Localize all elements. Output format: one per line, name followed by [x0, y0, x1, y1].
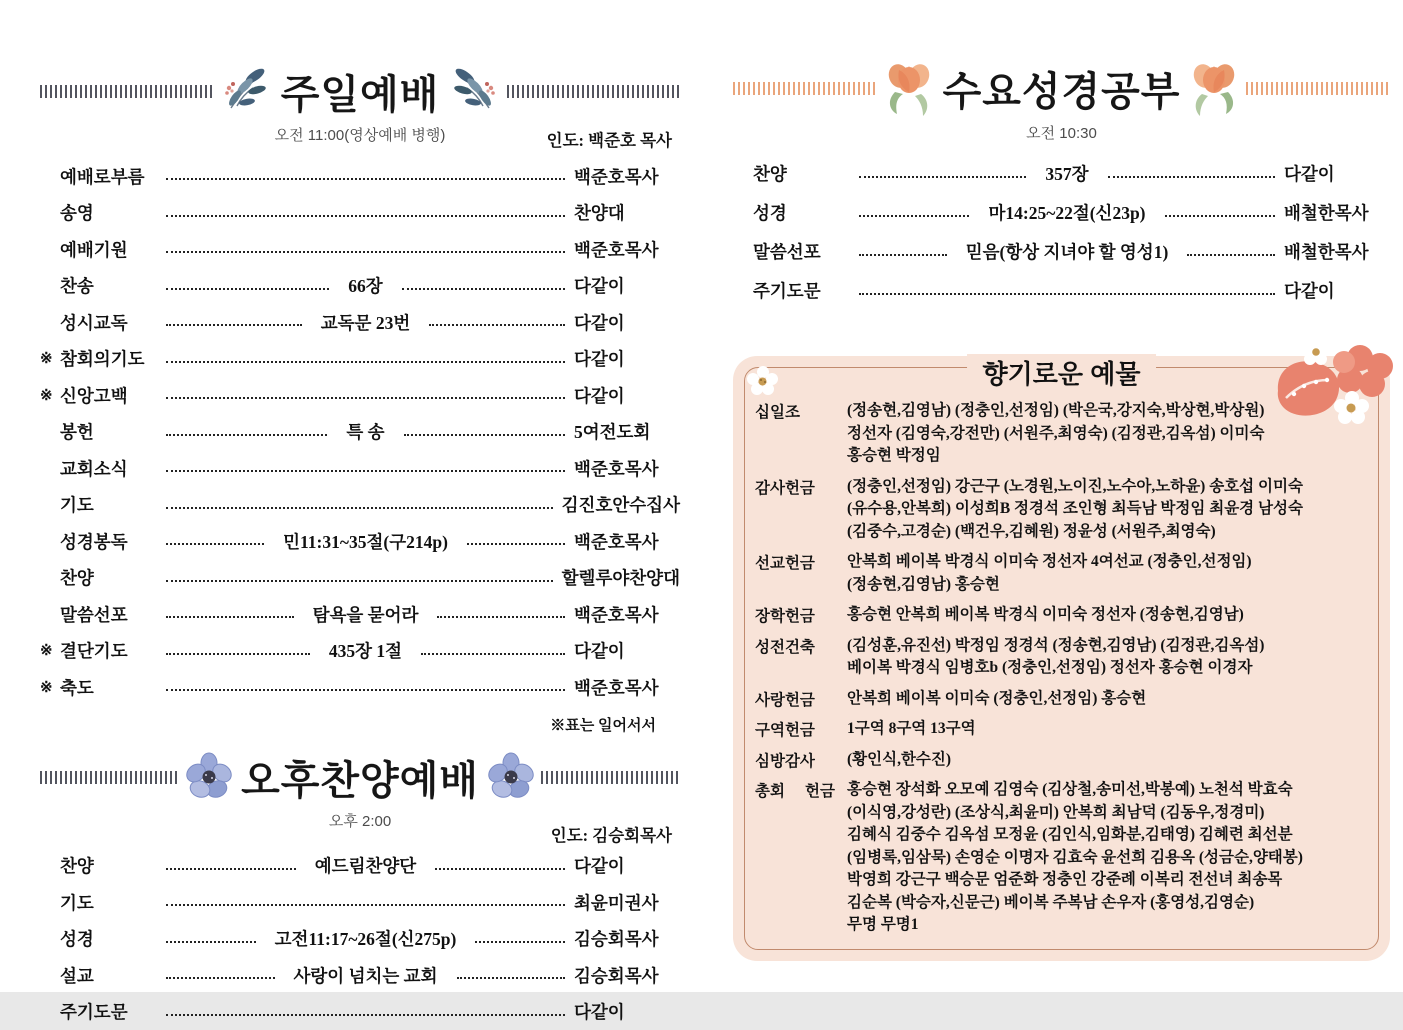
offering-box — [733, 356, 1390, 961]
offering-entry — [755, 779, 1370, 937]
stand-marker: ※ — [40, 386, 60, 405]
wednesday-subtitle-row — [733, 122, 1390, 148]
offering-line: (임병록,임삼묵) 손영순 이명자 김효숙 윤선희 김용옥 (성금순,양태봉) — [847, 847, 1370, 870]
worship-item-person: 최윤미권사 — [574, 890, 680, 915]
offering-names — [847, 476, 1370, 544]
worship-item-label: 말씀선포 — [60, 602, 157, 627]
service-time: 오전 11:00(영상예배 병행) — [40, 124, 680, 145]
worship-item-person: 다같이 — [574, 273, 680, 298]
worship-item-person: 찬양대 — [574, 200, 680, 225]
offering-category-label: 심방감사 — [755, 749, 835, 771]
section-title: 오후찬양예배 — [239, 749, 481, 806]
worship-item-label: 교회소식 — [60, 456, 157, 481]
leaf-sprig-icon — [217, 62, 275, 120]
dotted-leader — [429, 324, 565, 326]
worship-item-label: 찬양 — [753, 161, 850, 186]
service-time: 오후 2:00 — [40, 810, 680, 831]
offering-entry — [755, 718, 1370, 741]
dotted-leader — [166, 507, 553, 509]
worship-row — [40, 450, 680, 487]
section-title: 수요성경공부 — [941, 60, 1183, 117]
worship-item-person: 백준호목사 — [574, 602, 680, 627]
worship-item-label: 말씀선포 — [753, 239, 850, 264]
worship-item-person: 김진호안수집사 — [562, 492, 680, 517]
stand-marker: ※ — [40, 349, 60, 368]
worship-row — [40, 669, 680, 706]
offering-entry — [755, 604, 1370, 627]
worship-item-label: 찬양 — [60, 853, 157, 878]
worship-item-detail: 435장 1절 — [319, 638, 412, 663]
dotted-leader — [166, 288, 329, 290]
worship-item-label: 예배기원 — [60, 237, 157, 262]
worship-row — [733, 154, 1390, 193]
worship-row — [733, 232, 1390, 271]
dotted-leader — [166, 361, 565, 363]
offering-entry — [755, 635, 1370, 680]
offering-category-label: 감사헌금 — [755, 476, 835, 498]
worship-item-label: 주기도문 — [753, 278, 850, 303]
dotted-leader — [859, 293, 1275, 295]
worship-item-person: 할렐루야찬양대 — [562, 565, 680, 590]
offering-line: 홍승현 안복희 베이복 박경식 이미숙 정선자 (정송현,김영남) — [847, 604, 1370, 627]
stand-marker: ※ — [40, 641, 60, 660]
worship-item-detail: 357장 — [1035, 161, 1098, 186]
worship-item-person: 김승회목사 — [574, 926, 680, 951]
offering-line: (김중수,고경순) (백건우,김혜원) 정윤성 (서원주,최영숙) — [847, 521, 1370, 544]
offering-entries — [755, 400, 1370, 937]
worship-item-label: 참회의기도 — [60, 346, 157, 371]
stripe-divider — [1246, 82, 1390, 95]
worship-row — [733, 193, 1390, 232]
worship-item-person: 다같이 — [1284, 278, 1390, 303]
dotted-leader — [859, 215, 969, 217]
offering-line: (정충인,선정임) 강근구 (노경원,노이진,노수아,노하윤) 송호섭 이미숙 — [847, 476, 1370, 499]
stand-marker: ※ — [40, 678, 60, 697]
left-column — [40, 0, 680, 1030]
offering-names — [847, 551, 1370, 596]
worship-item-person: 5여전도회 — [574, 419, 680, 444]
offering-line: 무명 무명1 — [847, 914, 1370, 937]
worship-item-person: 백준호목사 — [574, 237, 680, 262]
offering-names — [847, 779, 1370, 937]
offering-entry — [755, 749, 1370, 772]
offering-category-label: 십일조 — [755, 400, 835, 422]
offering-line: (이식영,강성란) (조상식,최윤미) 안복희 최남덕 (김동우,정경미) — [847, 802, 1370, 825]
worship-row — [40, 921, 680, 958]
worship-item-detail: 교독문 23번 — [311, 310, 421, 335]
right-column — [733, 0, 1390, 961]
worship-item-person: 백준호목사 — [574, 164, 680, 189]
dotted-leader — [166, 868, 296, 870]
worship-row — [40, 304, 680, 341]
worship-item-person: 배철한목사 — [1284, 239, 1390, 264]
worship-item-label: 주기도문 — [60, 999, 157, 1024]
worship-item-label: 성시교독 — [60, 310, 157, 335]
worship-row — [40, 195, 680, 232]
worship-item-detail: 예드림찬양단 — [305, 853, 426, 878]
worship-item-detail: 66장 — [338, 273, 392, 298]
wednesday-study-header — [733, 58, 1390, 118]
offering-names — [847, 718, 1370, 741]
dotted-leader — [435, 868, 565, 870]
offering-entry — [755, 688, 1370, 711]
worship-row — [40, 848, 680, 885]
offering-names — [847, 635, 1370, 680]
offering-entry — [755, 551, 1370, 596]
dotted-leader — [859, 176, 1026, 178]
dotted-leader — [475, 941, 565, 943]
dotted-leader — [166, 324, 302, 326]
worship-row — [40, 158, 680, 195]
dotted-leader — [166, 653, 310, 655]
worship-item-person: 다같이 — [574, 310, 680, 335]
offering-category-label: 선교헌금 — [755, 551, 835, 573]
dotted-leader — [859, 254, 947, 256]
worship-item-person: 배철한목사 — [1284, 200, 1390, 225]
blue-flower-icon — [183, 751, 235, 803]
offering-category-label: 구역헌금 — [755, 718, 835, 740]
dotted-leader — [1165, 215, 1275, 217]
worship-item-detail: 마14:25~22절(신23p) — [978, 200, 1155, 225]
dotted-leader — [166, 941, 256, 943]
sunday-worship-header — [40, 62, 680, 120]
worship-item-person: 다같이 — [1284, 161, 1390, 186]
offering-entry — [755, 476, 1370, 544]
offering-line: (김성훈,유진선) 박정임 정경석 (정송현,김영남) (김정관,김옥섬) — [847, 635, 1370, 658]
worship-item-label: 성경 — [753, 200, 850, 225]
dotted-leader — [166, 689, 565, 691]
section-title: 주일예배 — [279, 63, 442, 120]
worship-item-label: 신앙고백 — [60, 383, 157, 408]
offering-line: (황인식,한수진) — [847, 749, 1370, 772]
worship-item-label: 성경봉독 — [60, 529, 157, 554]
worship-item-label: 찬양 — [60, 565, 157, 590]
offering-category-label: 성전건축 — [755, 635, 835, 657]
service-time: 오전 10:30 — [733, 122, 1390, 143]
orange-flower-icon — [1186, 58, 1242, 118]
white-flower-icon — [741, 362, 785, 402]
offering-line: 김혜식 김중수 김옥섬 모정윤 (김인식,임화분,김태영) 김혜련 최선분 — [847, 824, 1370, 847]
dotted-leader — [457, 977, 566, 979]
worship-item-person: 다같이 — [574, 999, 680, 1024]
dotted-leader — [166, 397, 565, 399]
dotted-leader — [166, 1014, 565, 1016]
worship-item-person: 김승회목사 — [574, 963, 680, 988]
offering-line: 정선자 (김영숙,강전만) (서원주,최영숙) (김정관,김옥섬) 이미숙 — [847, 423, 1370, 446]
offering-title: 향기로운 예물 — [967, 354, 1157, 391]
worship-item-detail: 고전11:17~26절(신275p) — [265, 926, 467, 951]
worship-item-detail: 특 송 — [336, 419, 394, 444]
worship-row — [40, 523, 680, 560]
blue-flower-icon — [485, 751, 537, 803]
worship-item-person: 백준호목사 — [574, 675, 680, 700]
stripe-divider — [733, 82, 877, 95]
offering-category-label: 사랑헌금 — [755, 688, 835, 710]
offering-line: 홍승현 장석화 오모예 김영숙 (김상철,송미선,박봉예) 노천석 박효숙 — [847, 779, 1370, 802]
stripe-divider — [40, 85, 213, 98]
stripe-divider — [541, 771, 680, 784]
coral-flower-cluster-icon — [1248, 336, 1398, 446]
standing-note: ※표는 일어서서 — [40, 714, 680, 735]
dotted-leader — [402, 288, 565, 290]
dotted-leader — [166, 470, 565, 472]
worship-item-label: 성경 — [60, 926, 157, 951]
worship-item-label: 설교 — [60, 963, 157, 988]
offering-line: 베이복 박경식 임병호b (정충인,선정임) 정선자 홍승현 이경자 — [847, 657, 1370, 680]
worship-item-label: 기도 — [60, 890, 157, 915]
stripe-divider — [40, 771, 179, 784]
worship-item-person: 다같이 — [574, 346, 680, 371]
worship-row — [40, 377, 680, 414]
offering-names — [847, 604, 1370, 627]
worship-row — [40, 341, 680, 378]
offering-line: 안복희 베이복 이미숙 (정충인,선정임) 홍승현 — [847, 688, 1370, 711]
worship-row — [40, 231, 680, 268]
worship-item-label: 축도 — [60, 675, 157, 700]
dotted-leader — [421, 653, 565, 655]
worship-row — [40, 560, 680, 597]
worship-item-person: 다같이 — [574, 853, 680, 878]
afternoon-worship-header — [40, 749, 680, 806]
offering-line: 안복희 베이복 박경식 이미숙 정선자 4여선교 (정충인,선정임) — [847, 551, 1370, 574]
dotted-leader — [166, 580, 553, 582]
worship-item-person: 다같이 — [574, 383, 680, 408]
sunday-subtitle-row — [40, 124, 680, 150]
dotted-leader — [166, 543, 264, 545]
worship-row — [40, 414, 680, 451]
leaf-sprig-icon — [445, 62, 503, 120]
dotted-leader — [166, 251, 565, 253]
worship-row — [40, 487, 680, 524]
worship-item-person: 백준호목사 — [574, 529, 680, 554]
dotted-leader — [1108, 176, 1275, 178]
offering-names — [847, 688, 1370, 711]
offering-line: (정송현,김영남) 홍승현 — [847, 574, 1370, 597]
worship-item-detail: 사랑이 넘치는 교회 — [284, 963, 448, 988]
dotted-leader — [1187, 254, 1275, 256]
offering-line: 1구역 8구역 13구역 — [847, 718, 1370, 741]
worship-item-label: 찬송 — [60, 273, 157, 298]
dotted-leader — [166, 178, 565, 180]
sunday-worship-list — [40, 158, 680, 706]
service-leader: 인도: 김승회목사 — [551, 822, 672, 846]
stripe-divider — [507, 85, 680, 98]
offering-line: 김순복 (박승자,신문근) 베이복 주복남 손우자 (홍영성,김영순) — [847, 892, 1370, 915]
worship-row — [40, 884, 680, 921]
worship-item-label: 봉헌 — [60, 419, 157, 444]
worship-item-label: 송영 — [60, 200, 157, 225]
offering-line: 박영희 강근구 백승문 엄준화 정충인 강준례 이복리 전선녀 최송목 — [847, 869, 1370, 892]
offering-line: 홍승현 박정임 — [847, 445, 1370, 468]
offering-category-label: 장학헌금 — [755, 604, 835, 626]
dotted-leader — [437, 616, 565, 618]
dotted-leader — [166, 215, 565, 217]
worship-item-person: 백준호목사 — [574, 456, 680, 481]
afternoon-worship-list — [40, 848, 680, 1030]
dotted-leader — [404, 434, 565, 436]
offering-line: (유수용,안복희) 이성희B 정경석 조인형 최득남 박정임 최윤경 남성숙 — [847, 498, 1370, 521]
worship-item-detail: 탐욕을 묻어라 — [303, 602, 429, 627]
worship-row — [40, 957, 680, 994]
offering-line: (정송현,김영남) (정충인,선정임) (박은국,강지숙,박상현,박상원) — [847, 400, 1370, 423]
offering-names — [847, 749, 1370, 772]
wednesday-study-list — [733, 154, 1390, 310]
dotted-leader — [166, 904, 565, 906]
worship-row — [40, 994, 680, 1030]
worship-row — [40, 268, 680, 305]
worship-item-label: 기도 — [60, 492, 157, 517]
worship-item-person: 다같이 — [574, 638, 680, 663]
worship-row — [40, 633, 680, 670]
afternoon-subtitle-row — [40, 810, 680, 836]
service-leader: 인도: 백준호 목사 — [547, 127, 672, 151]
worship-item-detail: 믿음(항상 지녀야 할 영성1) — [956, 239, 1179, 264]
dotted-leader — [166, 434, 327, 436]
dotted-leader — [467, 543, 565, 545]
worship-item-label: 결단기도 — [60, 638, 157, 663]
dotted-leader — [166, 977, 275, 979]
orange-flower-icon — [881, 58, 937, 118]
worship-row — [40, 596, 680, 633]
worship-item-detail: 민11:31~35절(구214p) — [273, 529, 458, 554]
dotted-leader — [166, 616, 294, 618]
worship-item-label: 예배로부름 — [60, 164, 157, 189]
offering-category-label: 총회 헌금 — [755, 779, 835, 801]
worship-row — [733, 271, 1390, 310]
